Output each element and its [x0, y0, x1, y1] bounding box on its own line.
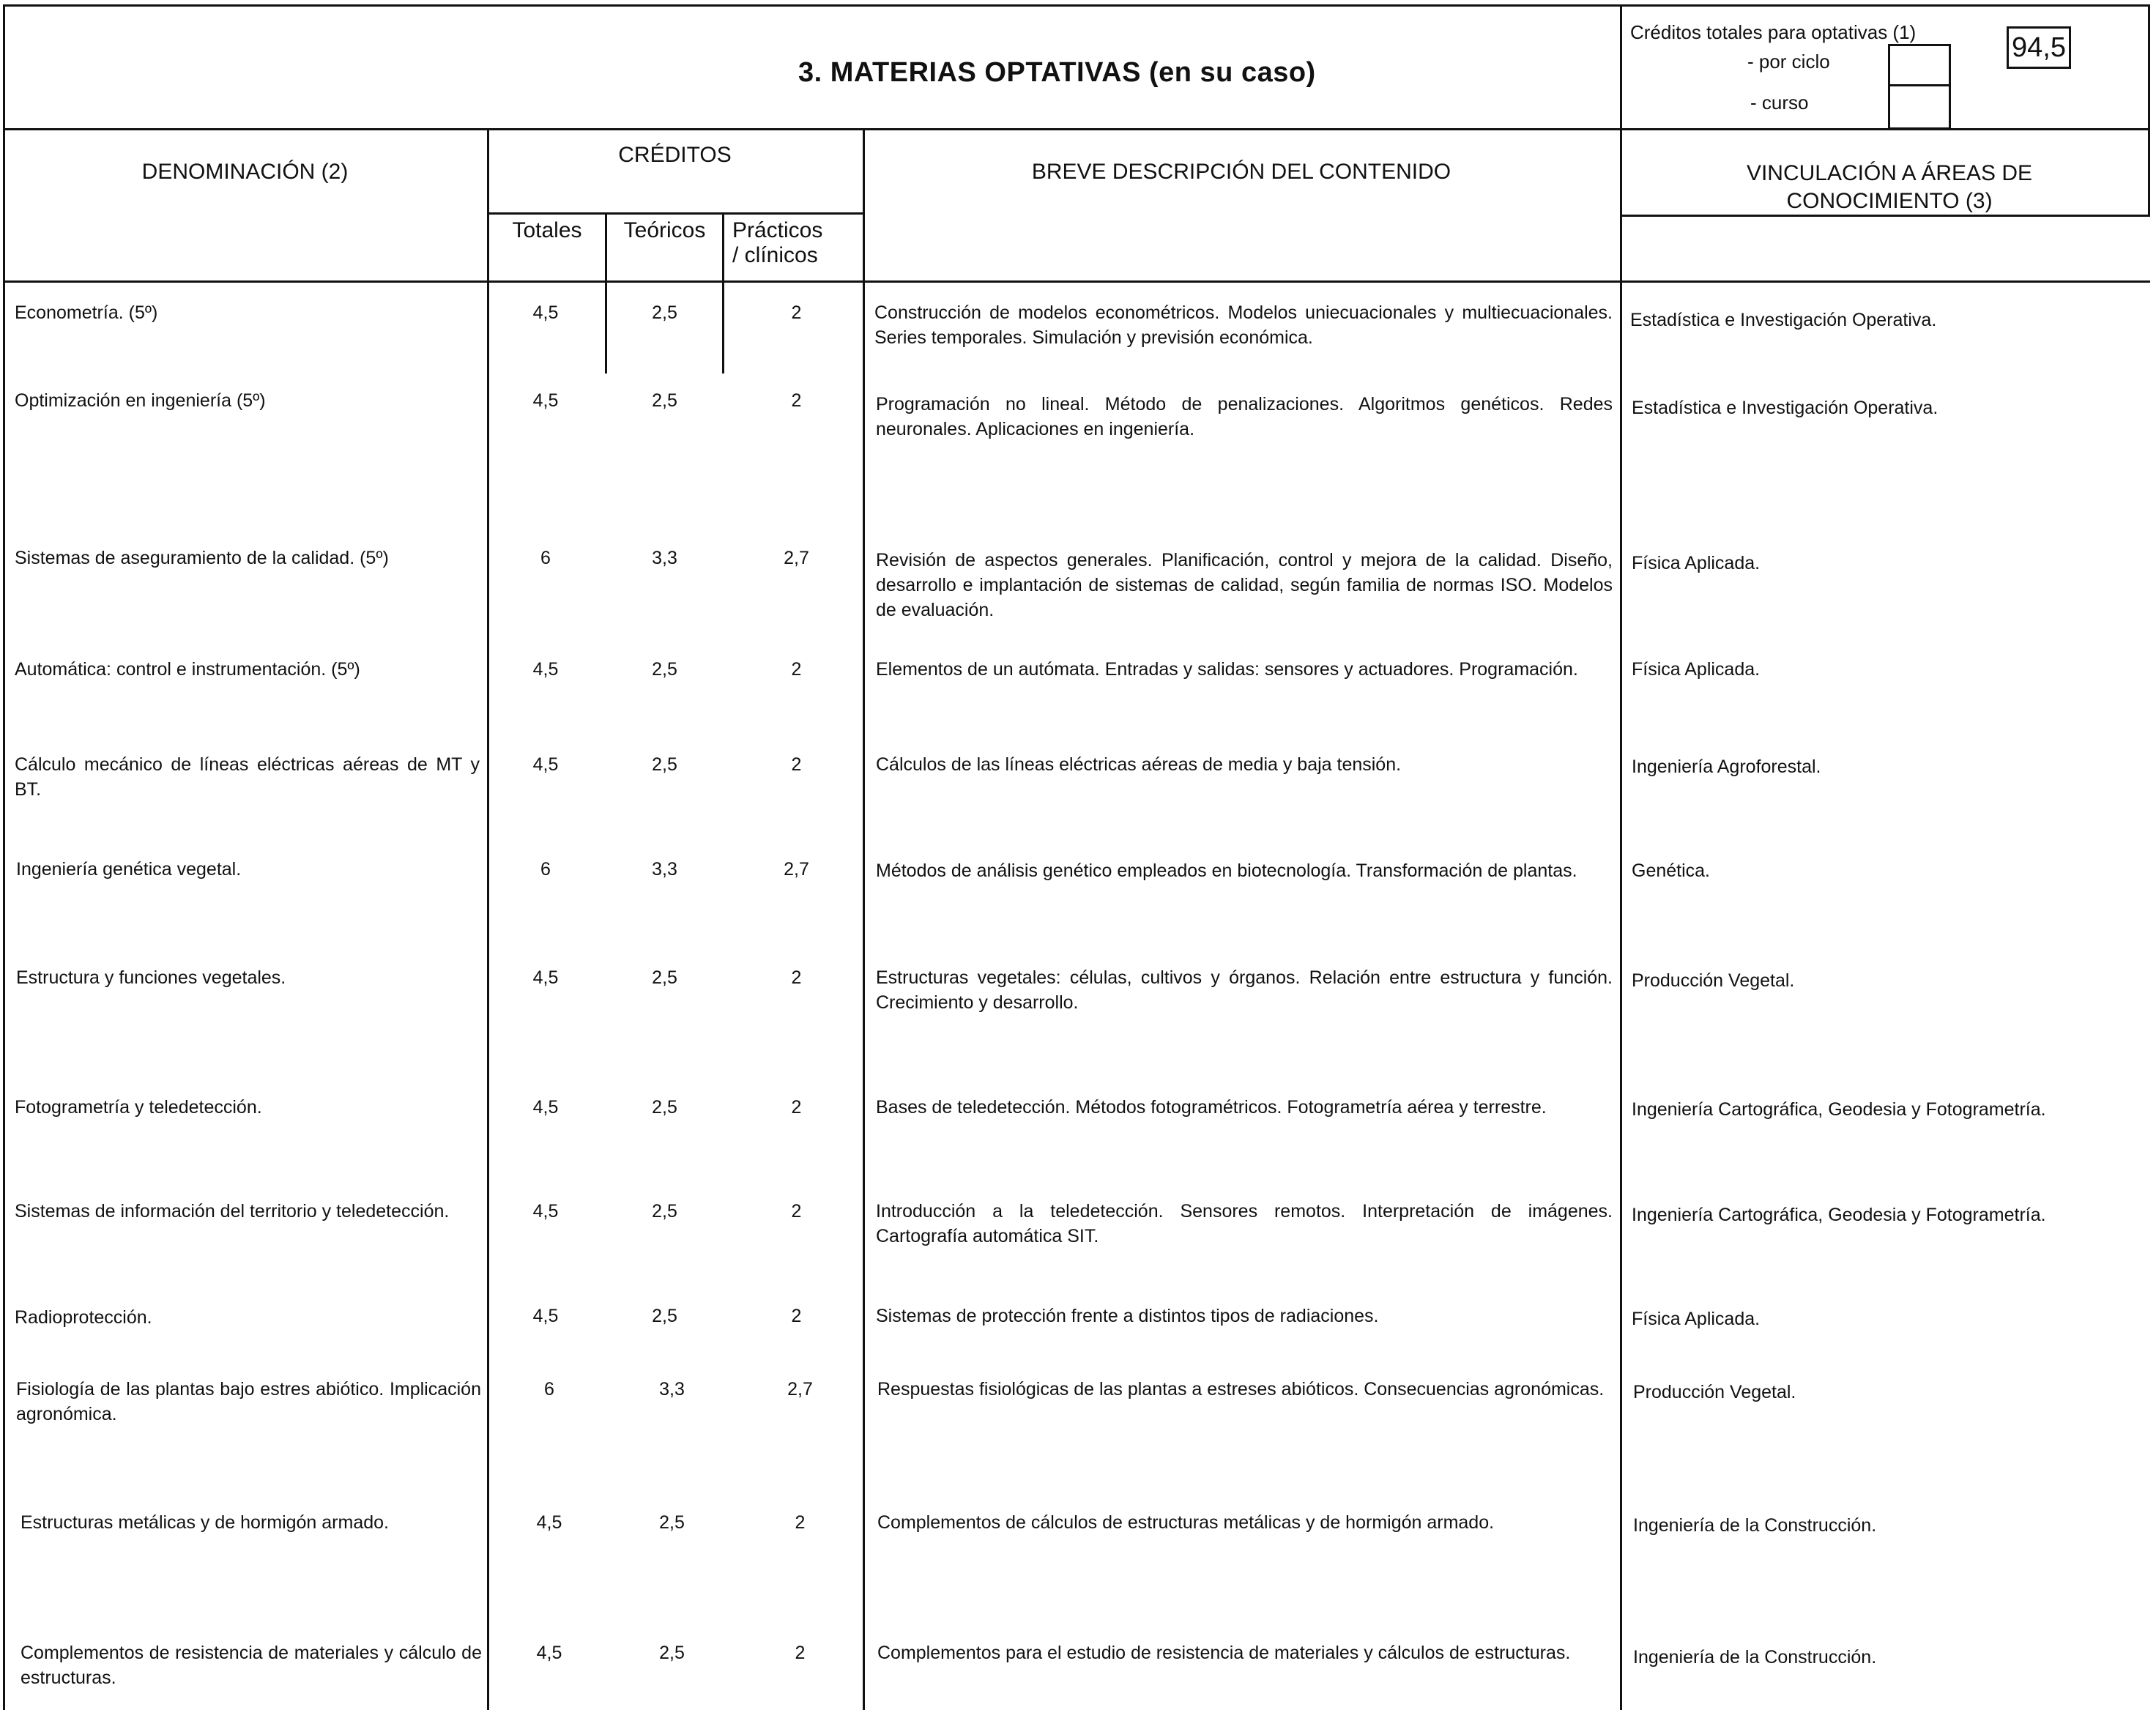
col-header-descripcion: BREVE DESCRIPCIÓN DEL CONTENIDO: [1031, 160, 1451, 184]
row-name: Complementos de resistencia de materiales y cálculo de estructuras.: [21, 1643, 482, 1688]
row-totales: 4,5: [532, 302, 559, 323]
row-practicos: 2,7: [787, 1379, 813, 1399]
row-description: Elementos de un autómata. Entradas y salidas: sensores y actuadores. Programación.: [876, 659, 1578, 680]
row-description: Cálculos de las líneas eléctricas aéreas de media y baja tensión.: [876, 754, 1402, 775]
row-practicos: 2: [795, 1512, 806, 1533]
col-header-practicos: Prácticos / clínicos: [732, 218, 823, 267]
row-practicos: 2,7: [784, 548, 809, 568]
total-credits-value: 94,5: [2012, 32, 2066, 63]
row-teoricos: 2,5: [652, 390, 677, 411]
row-totales: 4,5: [536, 1512, 562, 1533]
row-name: Econometría. (5º): [15, 302, 158, 323]
row-area: Física Aplicada.: [1632, 553, 1761, 573]
row-practicos: 2: [795, 1643, 806, 1663]
row-description: Complementos para el estudio de resistencia de materiales y cálculos de estructuras.: [877, 1643, 1571, 1663]
row-area: Ingeniería de la Construcción.: [1633, 1647, 1877, 1668]
row-name: Radioprotección.: [15, 1307, 152, 1328]
row-teoricos: 2,5: [652, 1097, 677, 1118]
row-teoricos: 2,5: [652, 302, 677, 323]
row-teoricos: 2,5: [652, 967, 677, 988]
row-teoricos: 2,5: [652, 1306, 677, 1326]
row-teoricos: 3,3: [652, 548, 677, 568]
row-area: Ingeniería Cartográfica, Geodesia y Fotogrametría.: [1632, 1099, 2046, 1120]
col-header-creditos: CRÉDITOS: [618, 143, 732, 167]
row-totales: 4,5: [532, 390, 559, 411]
col-header-totales: Totales: [512, 218, 582, 242]
row-name: Ingeniería genética vegetal.: [16, 859, 242, 880]
row-totales: 6: [540, 859, 551, 880]
col-divider-creditos: [863, 128, 865, 1710]
row-area: Ingeniería Cartográfica, Geodesia y Fotogrametría.: [1632, 1205, 2046, 1225]
row-area: Estadística e Investigación Operativa.: [1632, 398, 1938, 418]
row-practicos: 2: [791, 754, 802, 775]
col-header-vinculacion: VINCULACIÓN A ÁREAS DE CONOCIMIENTO (3): [1746, 161, 2033, 213]
row-name: Fisiología de las plantas bajo estres abiótico. Implicación agronómica.: [16, 1379, 481, 1424]
row-totales: 4,5: [532, 754, 559, 775]
row-name: Optimización en ingeniería (5º): [15, 390, 266, 411]
row-description: Bases de teledetección. Métodos fotogramétricos. Fotogrametría aérea y terrestre.: [876, 1097, 1547, 1118]
row-name: Estructura y funciones vegetales.: [16, 967, 286, 988]
row-description: Complementos de cálculos de estructuras metálicas y de hormigón armado.: [877, 1512, 1495, 1533]
row-description: Revisión de aspectos generales. Planificación, control y mejora de la calidad. Diseño, desarrollo e implantación de sistemas de calidad, según familia de normas ISO. Modelos de evaluación.: [876, 550, 1613, 620]
row-teoricos: 2,5: [659, 1643, 685, 1663]
row-practicos: 2: [791, 390, 802, 411]
row-name: Sistemas de información del territorio y teledetección.: [15, 1201, 450, 1222]
row-description: Estructuras vegetales: células, cultivos y órganos. Relación entre estructura y función. Crecimiento y desarrollo.: [876, 967, 1613, 1013]
col-divider-teoricos: [722, 212, 724, 373]
course-box: [1888, 84, 1951, 130]
row-totales: 6: [544, 1379, 554, 1399]
row-name: Estructuras metálicas y de hormigón armado.: [21, 1512, 389, 1533]
per-cycle-box: [1888, 44, 1951, 86]
row-practicos: 2: [791, 967, 802, 988]
row-area: Física Aplicada.: [1632, 659, 1761, 680]
row-area: Producción Vegetal.: [1632, 970, 1795, 991]
course-label: - curso: [1750, 92, 1809, 114]
row-area: Ingeniería Agroforestal.: [1632, 757, 1821, 777]
row-teoricos: 3,3: [659, 1379, 685, 1399]
row-teoricos: 2,5: [652, 1201, 677, 1222]
row-description: Sistemas de protección frente a distintos tipos de radiaciones.: [876, 1306, 1379, 1326]
row-area: Física Aplicada.: [1632, 1309, 1761, 1329]
per-cycle-label: - por ciclo: [1747, 51, 1830, 73]
col-divider-denominacion: [487, 128, 489, 1710]
row-totales: 4,5: [532, 1201, 559, 1222]
row-area: Estadística e Investigación Operativa.: [1630, 310, 1937, 330]
row-name: Cálculo mecánico de líneas eléctricas aéreas de MT y BT.: [15, 754, 480, 800]
row-practicos: 2: [791, 1201, 802, 1222]
row-description: Respuestas fisiológicas de las plantas a estreses abióticos. Consecuencias agronómicas.: [877, 1379, 1605, 1399]
row-teoricos: 2,5: [652, 754, 677, 775]
row-practicos: 2: [791, 302, 802, 323]
row-description: Programación no lineal. Método de penalizaciones. Algoritmos genéticos. Redes neuronales. Aplicaciones en ingeniería.: [876, 394, 1613, 439]
row-description: Introducción a la teledetección. Sensores remotos. Interpretación de imágenes. Cartografía automática SIT.: [876, 1201, 1613, 1246]
row-totales: 4,5: [532, 967, 559, 988]
row-totales: 4,5: [532, 1097, 559, 1118]
table-top-border: [3, 4, 2150, 7]
row-name: Fotogrametría y teledetección.: [15, 1097, 262, 1118]
row-teoricos: 2,5: [652, 659, 677, 680]
row-description: Métodos de análisis genético empleados en biotecnología. Transformación de plantas.: [876, 860, 1577, 881]
row-practicos: 2,7: [784, 859, 809, 880]
row-area: Ingeniería de la Construcción.: [1633, 1515, 1877, 1536]
table-left-border: [3, 4, 5, 1710]
row-practicos: 2: [791, 1306, 802, 1326]
row-teoricos: 3,3: [652, 859, 677, 880]
row-totales: 4,5: [532, 1306, 559, 1326]
table-right-border: [2148, 4, 2150, 217]
row-area: Producción Vegetal.: [1633, 1382, 1796, 1402]
credits-total-label: Créditos totales para optativas (1): [1630, 21, 1917, 43]
row-totales: 4,5: [532, 659, 559, 680]
row-practicos: 2: [791, 1097, 802, 1118]
row-teoricos: 2,5: [659, 1512, 685, 1533]
row-practicos: 2: [791, 659, 802, 680]
row-totales: 4,5: [536, 1643, 562, 1663]
header-row-divider: [487, 212, 863, 215]
total-credits-box: [2007, 26, 2071, 69]
row-name: Sistemas de aseguramiento de la calidad. (5º): [15, 548, 389, 568]
col-divider-descripcion: [1620, 4, 1622, 1710]
title-row-bottom: [3, 128, 2150, 130]
row-area: Genética.: [1632, 860, 1711, 881]
subheader-row-bottom: [3, 280, 2150, 283]
col-header-teoricos: Teóricos: [623, 218, 706, 242]
row-name: Automática: control e instrumentación. (5º): [15, 659, 360, 680]
col-header-denominacion: DENOMINACIÓN (2): [141, 160, 349, 184]
page-title: 3. MATERIAS OPTATIVAS (en su caso): [798, 57, 1316, 88]
row-totales: 6: [540, 548, 551, 568]
row-description: Construcción de modelos econométricos. Modelos uniecuacionales y multiecuacionales. Series temporales. Simulación y previsión económica.: [874, 302, 1613, 348]
